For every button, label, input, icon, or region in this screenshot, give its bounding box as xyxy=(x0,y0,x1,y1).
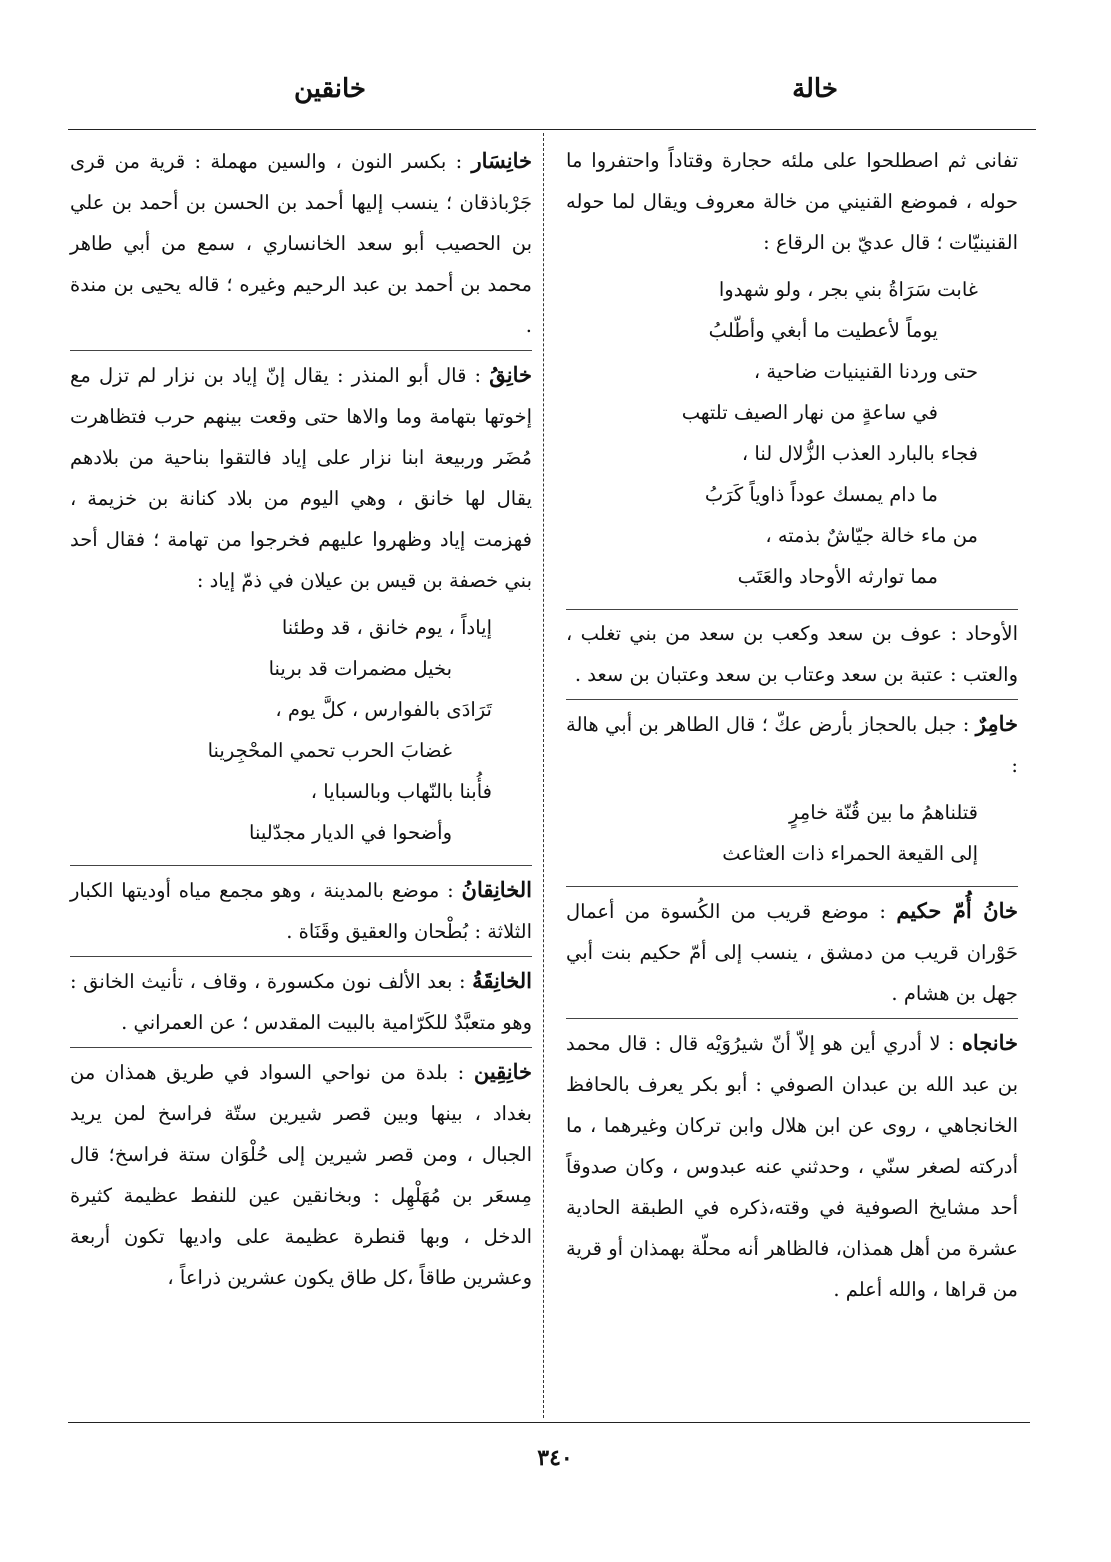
verse-line: وأضحوا في الديار مجدّلينا xyxy=(249,821,452,844)
verse-line: من ماء خالة جيّاشٌ بذمته ، xyxy=(765,524,978,547)
verse-line: إلى القيعة الحمراء ذات العثاعث xyxy=(722,842,978,865)
headword: خانِقُ xyxy=(489,362,532,387)
entry-al-khaniqan xyxy=(70,865,532,952)
running-header-right: خالة xyxy=(792,74,838,104)
entry-text: : بكسر النون ، والسين مهملة : قرية من قرى جَرْباذقان ؛ ينسب إليها أحمد بن الحسن بن أحمد بن علي بن الحصيب أبو سعد الخانساري ، سمع من أبي طاهر محمد بن أحمد بن عبد الرحيم وغيره ؛ قاله يحيى بن مندة . xyxy=(70,150,532,337)
headword: الخانِقَةُ xyxy=(472,968,532,993)
verse-line: يوماً لأعطيت ما أبغي وأطّلبُ xyxy=(708,319,938,342)
headword: خانُ أُمّ حكيم xyxy=(896,898,1018,923)
footer-rule xyxy=(68,1422,1030,1423)
poem-verses xyxy=(566,269,1018,597)
entry-khaniq xyxy=(70,350,532,601)
header-rule xyxy=(68,129,1036,130)
poem-verses xyxy=(70,607,532,853)
entry-continuation: تفانى ثم اصطلحوا على ملئه حجارة وقتاداً واحتفروا ما حوله ، فموضع القنيني من خالة معروف ويقال لما حوله القنينيّات ؛ قال عديّ بن الرقاع : xyxy=(566,149,1018,254)
verse-line: قتلناهمُ ما بين قُنّة خامِرٍ xyxy=(789,801,978,824)
poem-verses xyxy=(566,792,1018,874)
headword: الخانِقانُ xyxy=(461,877,532,902)
verse-line: غضابَ الحرب تحمي المحْجِرينا xyxy=(207,739,452,762)
entry-khansar xyxy=(70,140,532,346)
verse-line: تَرَادَى بالفوارس ، كلَّ يوم ، xyxy=(275,698,492,721)
verse-line: فجاء بالبارد العذب الزُّلال لنا ، xyxy=(741,442,978,465)
headword: خانِقِين xyxy=(473,1059,532,1084)
right-column xyxy=(566,140,1018,1314)
headword: خانِسَار xyxy=(471,148,532,173)
verse-line: مما توارثه الأوحاد والعَتَب xyxy=(737,565,938,588)
entry-khanjah xyxy=(566,1018,1018,1310)
entry-text: : جبل بالحجاز بأرض عكّ ؛ قال الطاهر بن أبي هالة : xyxy=(566,713,1018,777)
verse-line: إياداً ، يوم خانق ، قد وطئنا xyxy=(281,616,492,639)
verse-line: فأُبنا بالنّهاب وبالسبايا ، xyxy=(310,780,492,803)
verse-line: غابت سَرَاةُ بني بجر ، ولو شهدوا xyxy=(718,278,978,301)
entry-text: : بعد الألف نون مكسورة ، وقاف ، تأنيث الخانق : وهو متعبَّدٌ للكَرّامية بالبيت المقدس ؛ عن العمراني . xyxy=(70,970,532,1034)
entry-al-khaniqa xyxy=(70,956,532,1043)
verse-line: حتى وردنا القنينيات ضاحية ، xyxy=(753,360,978,383)
headword: خانجاه xyxy=(961,1030,1018,1055)
entry-text: : بلدة من نواحي السواد في طريق همذان من بغداد ، بينها وبين قصر شيرين ستّة فراسخ لمن يريد الجبال ، ومن قصر شيرين إلى حُلْوَان ستة فراسخ؛ قال مِسعَر بن مُهَلْهِل : وبخانقين عين للنفط عظيمة كثيرة الدخل ، وبها قنطرة عظيمة على واديها تكون أربعة وعشرين طاقاً ،كل طاق يكون عشرين ذراعاً ، xyxy=(70,1061,532,1289)
entry-khaniqin xyxy=(70,1047,532,1298)
entry-khan-umm-hakim xyxy=(566,886,1018,1014)
entry-text: : لا أدري أين هو إلاّ أنّ شيرُوَيْه قال : قال محمد بن عبد الله بن عبدان الصوفي : أبو بكر يعرف بالحافظ الخانجاهي ، روى عن ابن هلال وابن تركان وغيرهما ، ما أدركته لصغر سنّي ، وحدثني عنه عبدوس ، وكان صدوقاً أحد مشايخ الصوفية في وقته،ذكره في الطبقة الحادية عشرة من أهل همذان، فالظاهر أنه محلّة بهمذان أو قرية من قراها ، والله أعلم . xyxy=(566,1032,1018,1301)
left-column xyxy=(70,140,532,1302)
entry-text: : موضع بالمدينة ، وهو مجمع مياه أوديتها الكبار الثلاثة : بُطْحان والعقيق وقَنَاة . xyxy=(70,879,532,943)
gloss-paragraph: الأوحاد : عوف بن سعد وكعب بن سعد من بني تغلب ، والعتب : عتبة بن سعد وعتاب بن سعد وعتبان بن سعد . xyxy=(566,609,1018,695)
running-header-left: خانقين xyxy=(293,74,367,104)
page-number: ٣٤٠ xyxy=(537,1445,573,1471)
entry-text: : قال أبو المنذر : يقال إنّ إياد بن نزار لم تزل مع إخوتها بتهامة وما والاها حتى وقعت بينهم حرب فتظاهرت مُضَر وربيعة ابنا نزار على إياد فالتقوا بناحية من بلادهم يقال لها خانق ، وهي اليوم من بلاد كنانة بن خزيمة ، فهزمت إياد وظهروا عليهم فخرجوا من تهامة ؛ فقال أحد بني خصفة بن قيس بن عيلان في ذمّ إياد : xyxy=(70,364,532,592)
verse-line: بخيل مضمرات قد برينا xyxy=(268,657,452,680)
column-divider xyxy=(543,133,544,1418)
entry-khamir xyxy=(566,699,1018,786)
headword: خامِرٌ xyxy=(975,711,1018,736)
verse-line: في ساعةٍ من نهار الصيف تلتهب xyxy=(681,401,938,424)
verse-line: ما دام يمسك عوداً ذاوياً كَرَبُ xyxy=(704,483,938,506)
entry-text: : موضع قريب من الكُسوة من أعمال حَوْران قريب من دمشق ، ينسب إلى أمّ حكيم بنت أبي جهل بن هشام . xyxy=(566,900,1018,1005)
